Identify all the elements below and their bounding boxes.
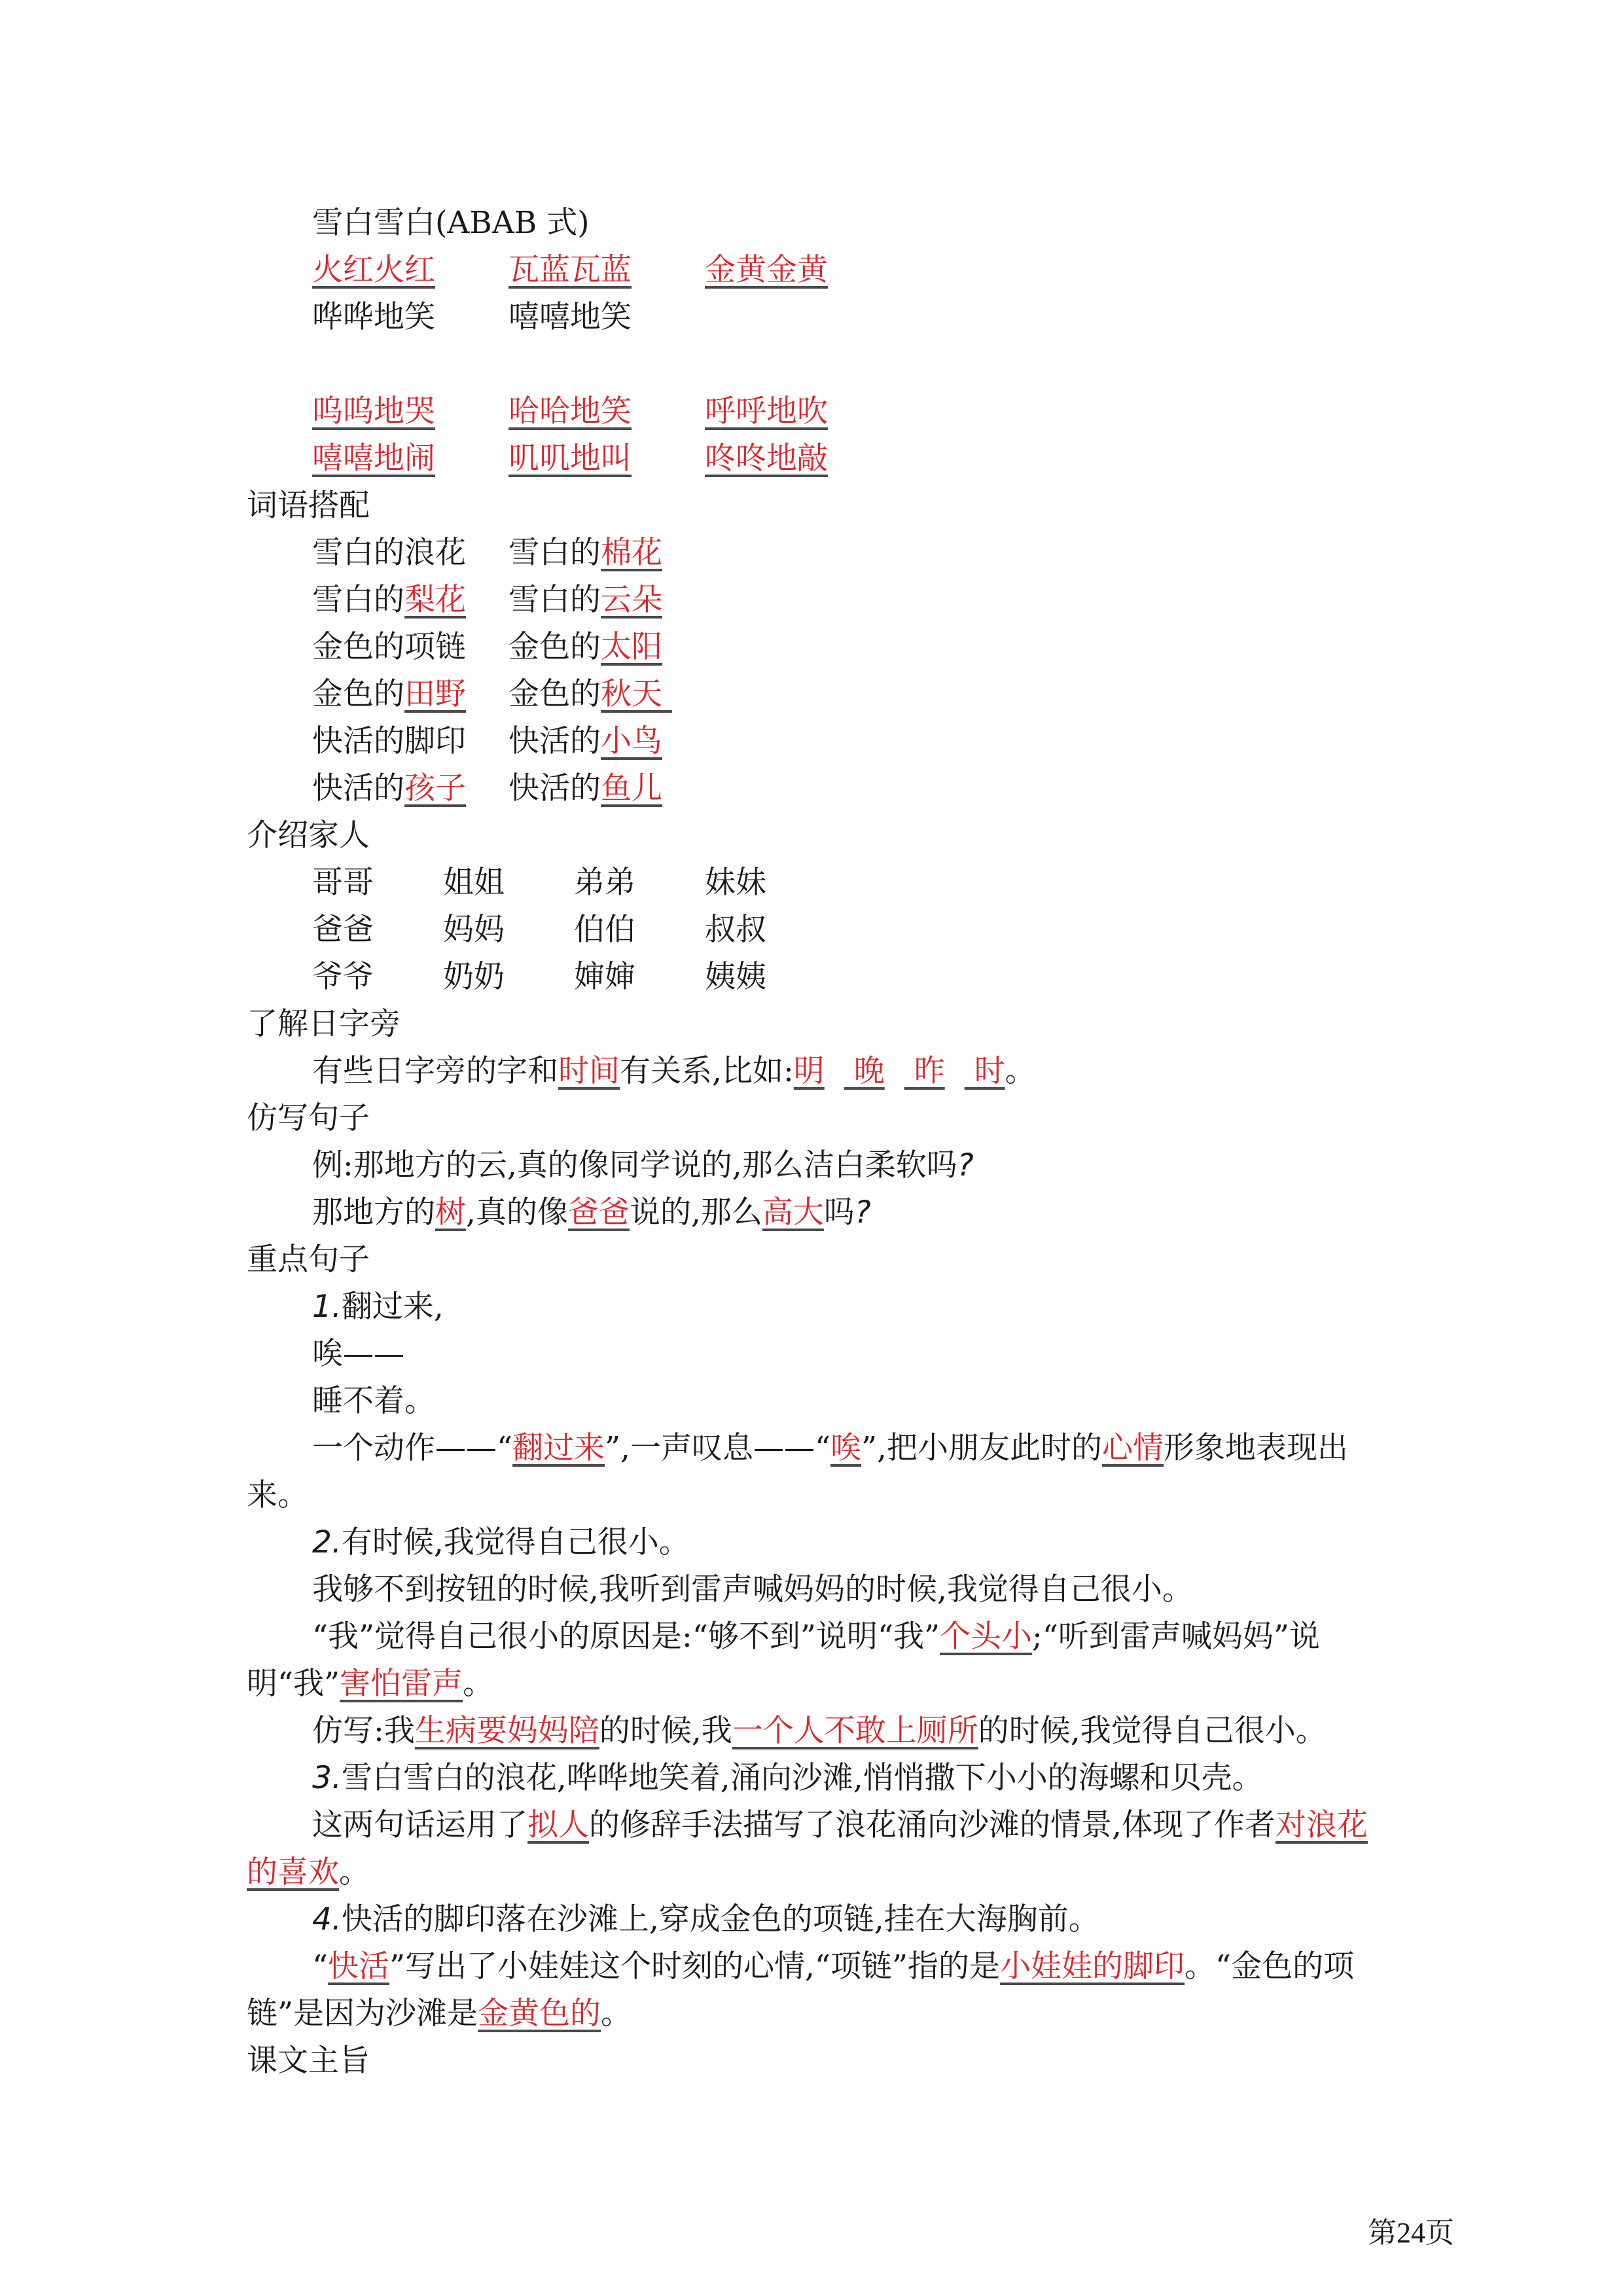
collocation-prefix: 快活的	[508, 723, 601, 759]
key-sentence-3-explanation: 这两句话运用了拟人的修辞手法描写了浪花涌向沙滩的情景,体现了作者对浪花的喜欢。	[247, 1807, 1368, 1890]
answer-blank: 哈哈地笑	[508, 393, 632, 429]
answer-blank: 鱼儿	[601, 770, 662, 806]
collocation-prefix: 金色的	[508, 629, 601, 665]
answer-blank: 孩子	[404, 770, 466, 806]
key-sentence-1-explanation: 一个动作——“翻过来”,一声叹息——“唉”,把小朋友此时的心情形象地表现出来。	[247, 1430, 1348, 1513]
family-row	[247, 906, 1382, 954]
key-sentence-1-line2: 唉——	[312, 1336, 404, 1372]
family-word: 伯伯	[574, 912, 635, 948]
collocation-row	[247, 577, 1382, 624]
collocation-prefix: 雪白的	[312, 582, 404, 618]
family-word: 姨姨	[705, 959, 766, 995]
key-sentence-4-explanation: “快活”写出了小娃娃这个时刻的心情,“项链”指的是小娃娃的脚印。“金色的项链”是因为沙滩是金黄色的。	[247, 1948, 1355, 2032]
collocation-item: 快活的脚印	[312, 723, 466, 759]
family-word: 妈妈	[443, 912, 505, 948]
answer-blank: 叽叽地叫	[508, 440, 632, 476]
item-number: 3.	[312, 1760, 342, 1796]
key-sentence-1: 1.翻过来,	[312, 1289, 444, 1325]
sentence-text: 有关系,比如:	[620, 1053, 794, 1089]
answer-blank: 火红火红	[312, 252, 435, 288]
blank-line	[247, 341, 1382, 388]
key-sentence-2-explanation: “我”觉得自己很小的原因是:“够不到”说明“我”个头小;“听到雷声喊妈妈”说明“我”害怕雷声。	[247, 1619, 1320, 1702]
imitate-example	[247, 1142, 1382, 1189]
answer-blank: 明 晚 昨 时	[793, 1053, 1005, 1089]
answer-blank: 金黄色的	[478, 1996, 601, 2032]
answer-blank: 小娃娃的脚印	[1000, 1948, 1185, 1984]
collocation-prefix: 雪白的	[508, 582, 601, 618]
family-word: 爸爸	[312, 912, 374, 948]
abab-title: 雪白雪白(ABAB 式)	[312, 205, 590, 241]
answer-blank: 拟人	[527, 1807, 589, 1843]
answer-blank: 生病要妈妈陪	[414, 1713, 599, 1749]
family-row	[247, 954, 1382, 1001]
example-sentence: 例:那地方的云,真的像同学说的,那么洁白柔软吗	[312, 1147, 957, 1183]
section-heading-family: 介绍家人	[247, 817, 370, 853]
collocation-row	[247, 529, 1382, 577]
answer-blank: 时间	[558, 1053, 620, 1089]
sentence-text: 有些日字旁的字和	[312, 1053, 558, 1089]
question-mark: ?	[957, 1147, 974, 1183]
section-heading-sun-radical: 了解日字旁	[247, 1006, 401, 1042]
answer-blank: 小鸟	[601, 723, 662, 759]
answer-blank: 个头小	[940, 1619, 1033, 1655]
collocation-row	[247, 718, 1382, 765]
answer-blank: 嘻嘻地闹	[312, 440, 435, 476]
collocation-prefix: 快活的	[508, 770, 601, 806]
collocation-prefix: 快活的	[312, 770, 404, 806]
key-sentence-2-imitation: 仿写:我生病要妈妈陪的时候,我一个人不敢上厕所的时候,我觉得自己很小。	[312, 1713, 1327, 1749]
answer-blank: 金黄金黄	[705, 252, 828, 288]
abab-answers-row2	[247, 435, 1382, 482]
answer-blank: 高大	[762, 1194, 824, 1230]
answer-blank: 快活	[328, 1948, 390, 1984]
answer-blank: 呼呼地吹	[705, 393, 828, 429]
family-word: 弟弟	[574, 865, 635, 901]
abab-answers	[247, 247, 1382, 294]
family-word: 姐姐	[443, 865, 505, 901]
item-number: 2.	[312, 1524, 342, 1560]
family-word: 婶婶	[574, 959, 635, 995]
family-row	[247, 859, 1382, 906]
answer-blank: 太阳	[601, 629, 662, 665]
collocation-row	[247, 765, 1382, 812]
answer-blank: 唉	[830, 1430, 862, 1466]
collocation-prefix: 金色的	[508, 676, 601, 712]
collocation-row	[247, 671, 1382, 718]
collocation-prefix: 雪白的	[508, 535, 601, 571]
collocation-item: 金色的项链	[312, 629, 466, 665]
section-heading-collocation: 词语搭配	[247, 488, 370, 524]
abab-examples	[247, 294, 1382, 341]
family-word: 叔叔	[705, 912, 766, 948]
sentence-text: 。	[1005, 1053, 1036, 1089]
answer-blank: 心情	[1102, 1430, 1164, 1466]
answer-blank: 翻过来	[512, 1430, 605, 1466]
family-word: 妹妹	[705, 865, 766, 901]
section-heading-key-sentences: 重点句子	[247, 1242, 370, 1278]
document-page	[247, 200, 1382, 2085]
answer-blank: 呜呜地哭	[312, 393, 435, 429]
collocation-prefix: 金色的	[312, 676, 404, 712]
sun-radical-sentence	[247, 1048, 1382, 1095]
section-heading-imitate: 仿写句子	[247, 1100, 370, 1136]
example-word: 嘻嘻地笑	[508, 299, 632, 335]
family-word: 爷爷	[312, 959, 374, 995]
answer-blank: 棉花	[601, 535, 662, 571]
answer-blank: 害怕雷声	[340, 1666, 463, 1702]
item-number: 4.	[312, 1901, 342, 1937]
family-word: 奶奶	[443, 959, 505, 995]
answer-blank: 一个人不敢上厕所	[732, 1713, 978, 1749]
key-sentence-1-line3: 睡不着。	[312, 1383, 435, 1419]
answer-blank: 梨花	[404, 582, 466, 618]
answer-blank: 瓦蓝瓦蓝	[508, 252, 632, 288]
collocation-item: 雪白的浪花	[312, 535, 466, 571]
example-word: 哗哗地笑	[312, 299, 435, 335]
key-sentence-4: 4.快活的脚印落在沙滩上,穿成金色的项链,挂在大海胸前。	[312, 1901, 1099, 1937]
answer-blank: 云朵	[601, 582, 662, 618]
key-sentence-2-line2: 我够不到按钮的时候,我听到雷声喊妈妈的时候,我觉得自己很小。	[312, 1571, 1193, 1607]
page-number: 第24页	[1368, 2217, 1454, 2249]
imitate-answer: 那地方的树,真的像爸爸说的,那么高大吗?	[312, 1194, 871, 1230]
answer-blank: 爸爸	[567, 1194, 630, 1230]
collocation-row	[247, 624, 1382, 671]
answer-blank: 秋天	[601, 676, 662, 712]
answer-blank: 树	[435, 1194, 466, 1230]
key-sentence-2: 2.有时候,我觉得自己很小。	[312, 1524, 690, 1560]
item-number: 1.	[312, 1289, 342, 1325]
answer-blank: 咚咚地敲	[705, 440, 828, 476]
abab-answers-row1	[247, 388, 1382, 435]
family-word: 哥哥	[312, 865, 374, 901]
key-sentence-3: 3.雪白雪白的浪花,哗哗地笑着,涌向沙滩,悄悄撒下小小的海螺和贝壳。	[312, 1760, 1263, 1796]
answer-blank: 田野	[404, 676, 466, 712]
answer-blank: 对浪花的喜欢	[247, 1807, 1368, 1890]
section-heading-theme: 课文主旨	[247, 2043, 370, 2079]
